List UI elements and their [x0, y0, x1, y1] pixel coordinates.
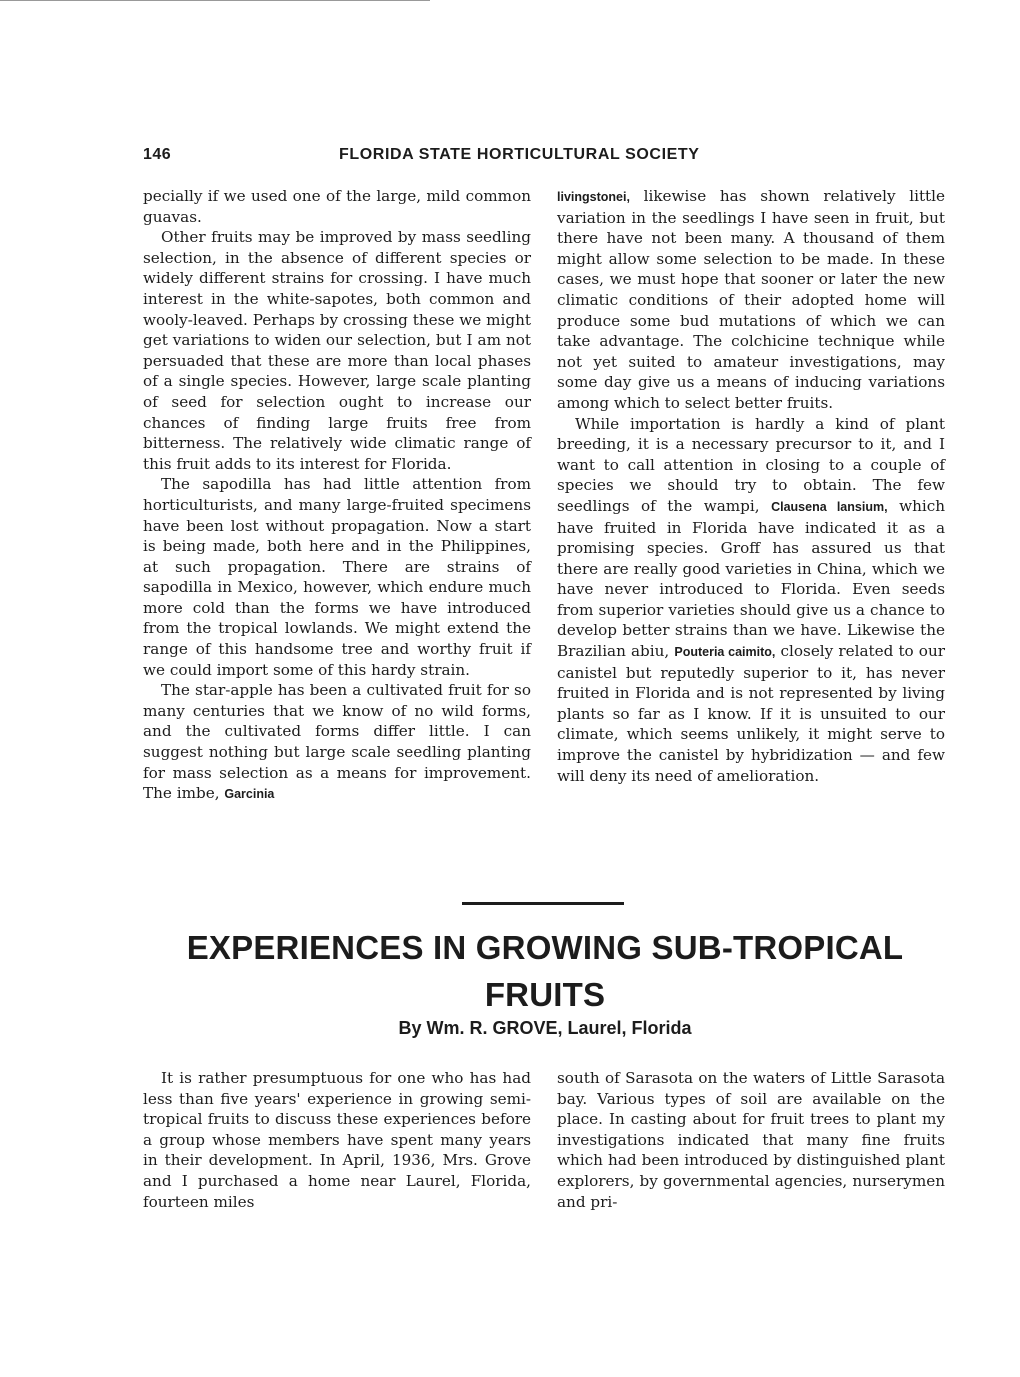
paragraph — [557, 414, 945, 787]
running-header — [143, 146, 953, 168]
running-title: FLORIDA STATE HORTICULTURAL SOCIETY — [339, 146, 700, 163]
top-right-column — [557, 186, 945, 786]
article-right-column — [557, 1068, 945, 1212]
paragraph: It is rather presumptuous for one who has had less than five years' experience in growing semi-tropical fruits to discuss these experiences before a group whose members have spent many years in their development. In April, 1936, Mrs. Grove and I purchased a home near Laurel, Florida, fourteen miles — [143, 1069, 531, 1211]
article-title: EXPERIENCES IN GROWING SUB-TROPICAL FRUITS — [186, 929, 904, 1013]
paragraph-text: which have fruited in Florida have indicated it as a promising species. Groff has assured us that there are really good varieties in China, which we have never introduced to Florida. Even seeds from superior varieties should give us a chance to develop better strains than we have. Likewise the Brazilian abiu, — [557, 496, 946, 661]
paragraph: south of Sarasota on the waters of Little Sarasota bay. Various types of soil are available on the place. In casting about for fruit trees to plant my investigations indicated that many fine fruits which had been introduced by distinguished plant explorers, by governmental agencies, nurserymen and pri- — [557, 1069, 945, 1211]
paragraph: pecially if we used one of the large, mild common guavas. — [143, 187, 531, 226]
species-name: Clausena lansium, — [771, 499, 888, 514]
top-left-column — [143, 186, 531, 805]
paragraph-text: While importation is hardly a kind of plant breeding, it is a necessary precursor to it, and I want to call attention in closing to a couple of species we should try to obtain. The few seedlings of the wampi, — [557, 414, 945, 515]
page-number: 146 — [143, 146, 172, 163]
section-divider — [462, 902, 624, 905]
paragraph: The sapodilla has had little attention from horticulturists, and many large-fruited specimens have been lost without propagation. Now a start is being made, both here and in the Philippines, at such propagation. There are strains of sapodilla in Mexico, however, which endure much more cold than the forms we have introduced from the tropical lowlands. We might extend the range of this handsome tree and worthy fruit if we could import some of this hardy strain. — [143, 475, 531, 679]
paragraph — [557, 186, 945, 414]
paragraph-text: The star-apple has been a cultivated fruit for so many centuries that we know of no wild forms, and the cultivated forms differ little. I can suggest nothing but large scale seedling planting for mass selection as a means for improvement. The imbe, — [143, 681, 531, 803]
species-name: Pouteria caimito, — [674, 645, 776, 660]
top-edge-line — [0, 0, 430, 1]
paragraph — [143, 680, 531, 805]
paragraph-text: likewise has shown relatively little variation in the seedlings I have seen in fruit, but there have not been many. A thousand of them might allow some selection to be made. In these cases, we must hope that sooner or later the new climatic conditions of their adopted home will produce some bud mutations of which we can take advantage. The colchicine technique while not yet suited to amateur investigations, may some day give us a means of inducing variations among which to select better fruits. — [557, 187, 945, 412]
paragraph: Other fruits may be improved by mass seedling selection, in the absence of different species or widely different strains for crossing. I have much interest in the white-sapotes, both common and wooly-leaved. Perhaps by crossing these we might get variations to widen our selection, but I am not persuaded that these are more than local phases of a single species. However, large scale planting of seed for selection ought to increase our chances of finding large fruits free from bitterness. The relatively wide climatic range of this fruit adds to its interest for Florida. — [143, 228, 531, 473]
article-left-column — [143, 1068, 531, 1212]
article-byline: By Wm. R. GROVE, Laurel, Florida — [398, 1018, 692, 1038]
species-name: Garcinia — [224, 787, 275, 802]
species-name: livingstonei, — [557, 190, 630, 204]
paragraph-text: closely related to our canistel but reputedly superior to it, has never fruited in Florida and is not represented by living plants so far as I know. If it is unsuited to our climate, which seems unlikely, it might serve to improve the canistel by hybridization — and few will deny its need of amelioration. — [557, 642, 945, 785]
